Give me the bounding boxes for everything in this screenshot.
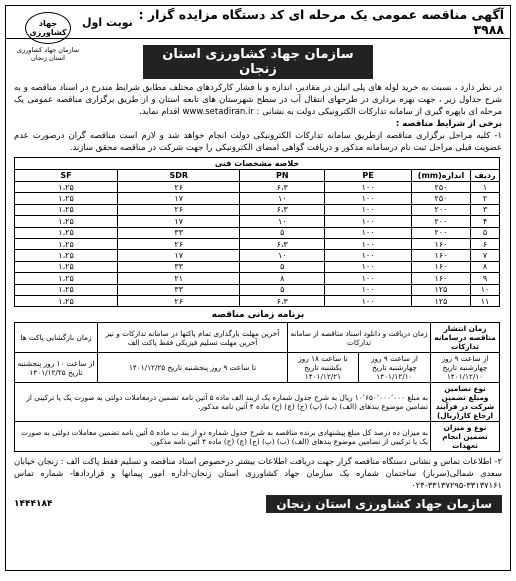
spec-table-cell: ۱۰: [471, 284, 500, 295]
spec-col-header: PE: [325, 170, 412, 182]
performance-bond-text: به میزان ده درصد کل مبلغ پیشنهادی برنده مناقصه به شرح جدول شماره دو از بند ب ماده ۵ آئین نامه تضمین معاملات دولتی به صورت یک یا ترکیبی از تضامین موضوع بندهای (الف) (ب) (پ) (ج) (چ) (ح) ماده ۴ آئین نامه مذکور.: [15, 422, 431, 452]
spec-table-cell: ۱،۲۵: [15, 216, 118, 227]
spec-table-row: [15, 182, 500, 193]
spec-table-row: [15, 261, 500, 272]
spec-table-cell: ۶،۳: [240, 238, 325, 249]
spec-table-cell: ۱۷: [118, 250, 240, 261]
spec-col-header: SDR: [118, 170, 240, 182]
schedule-value: از ساعت ۱۰ روز پنجشنبه تاریخ ۱۴۰۱/۱۲/۲۵: [15, 353, 98, 383]
spec-table-cell: ۱: [471, 182, 500, 193]
performance-bond-label: نوع و میزان تضمین انجام تعهدات: [431, 422, 500, 452]
spec-table-cell: ۳۳: [118, 284, 240, 295]
spec-table-cell: ۱۰۰: [325, 193, 412, 204]
guarantee-text: به مبلغ ۱۰٬۶۵۰٬۰۰۰٬۰۰۰ ریال به شرح جدول شماره یک ازبند الف ماده ۵ آئین نامه تضمین درمعاملات دولتی به صورت یک یا ترکیبی از تضامین موضوع بندهای (الف) (ب) (پ) (ج) (چ) (ح) ماده ۴ آئین نامه مذکور.: [15, 383, 431, 422]
spec-table-cell: ۵: [471, 227, 500, 238]
schedule-header: آخرین مهلت بارگذاری تمام پاکتها در سامانه تدارکات و نیز آخرین مهلت تسلیم فیزیکی فقط پاکت الف: [98, 323, 288, 353]
technical-spec-table: [14, 157, 500, 307]
spec-table-cell: ۱۰۰: [325, 295, 412, 306]
spec-col-header: ردیف: [471, 170, 500, 182]
spec-table-cell: ۵: [240, 261, 325, 272]
spec-header-row: [15, 170, 500, 182]
spec-table-cell: ۱۶۰: [412, 261, 471, 272]
schedule-header-row: [15, 323, 500, 353]
spec-table-row: [15, 204, 500, 215]
spec-table-cell: ۸: [471, 261, 500, 272]
spec-table-cell: ۱۲۵: [412, 295, 471, 306]
spec-table-cell: ۳: [471, 204, 500, 215]
schedule-header: زمان انتشار مناقصه درسامانه تدارکات: [431, 323, 500, 353]
schedule-value: از ساعت ۹ روز چهارشنبه تاریخ ۱۴۰۱/۱۲/۱۰: [358, 353, 430, 383]
conditions-heading: برخی از شرایط مناقصه :: [395, 119, 502, 129]
condition-2: ۲- اطلاعات تماس و نشانی دستگاه مناقصه گزار جهت دریافت اطلاعات بیشتر درخصوص اسناد مناقصه و تسلیم فقط پاکت الف : زنجان خیابان سعدی شمالی(سرباز) ساختمان شماره یک سازمان جهاد کشاورزی استان زنجان-اداره امور پیمانها و قراردادها- شماره تماس ۳۳۱۳۷۱۶۱-۳۳۱۳۷۲۹۵-۰۲۴: [14, 456, 502, 491]
spec-table-cell: ۱۰: [240, 216, 325, 227]
spec-table-caption: خلاصه مشخصات فنی: [15, 158, 500, 170]
spec-table-cell: ۱،۲۵: [15, 227, 118, 238]
spec-table-cell: ۱،۲۵: [15, 238, 118, 249]
spec-table-cell: ۶،۳: [240, 204, 325, 215]
spec-table-cell: ۲۰۰: [412, 216, 471, 227]
spec-table-cell: ۳۳: [118, 261, 240, 272]
spec-table-cell: ۵: [240, 227, 325, 238]
spec-table-cell: ۱۷: [118, 216, 240, 227]
notice-title: آگهی مناقصه عمومی یک مرحله ای کد دستگاه مزایده گزار : ۳۹۸۸: [138, 7, 504, 37]
spec-table-cell: ۲۵۰: [412, 182, 471, 193]
spec-table-body: [15, 182, 500, 307]
spec-table-cell: ۸: [240, 273, 325, 284]
spec-table-cell: ۱۰: [240, 193, 325, 204]
spec-table-row: [15, 238, 500, 249]
spec-table-cell: ۲: [471, 193, 500, 204]
spec-table-cell: ۱۶۰: [412, 250, 471, 261]
spec-table-cell: ۱،۲۵: [15, 284, 118, 295]
spec-table-cell: ۲۶: [118, 182, 240, 193]
spec-table-cell: ۴: [471, 216, 500, 227]
schedule-value: تا ساعت ۹ روز پنجشنبه تاریخ ۱۴۰۱/۱۲/۲۵: [98, 353, 288, 383]
guarantee-row: [15, 383, 500, 422]
spec-table-cell: ۱۲۵: [412, 284, 471, 295]
spec-table-cell: ۵: [240, 284, 325, 295]
spec-table-cell: ۲۶: [118, 238, 240, 249]
spec-table-cell: ۱،۲۵: [15, 250, 118, 261]
spec-table-cell: ۱۰۰: [325, 227, 412, 238]
condition-1: ۱- کلیه مراحل برگزاری مناقصه ازطریق سامانه تدارکات الکترونیکی دولت انجام خواهد شد و لازم است مناقصه گران درصورت عدم عضویت قبلی مراحل ثبت نام درسامانه مذکور و دریافت گواهی امضای الکترونیکی را جهت شرکت در مناقصه محقق سازند.: [14, 131, 502, 153]
spec-col-header: PN: [240, 170, 325, 182]
spec-table-cell: ۲۶: [118, 295, 240, 306]
spec-table-cell: ۱،۲۵: [15, 295, 118, 306]
spec-table-row: [15, 227, 500, 238]
schedule-table: [14, 322, 500, 452]
schedule-value: تا ساعت ۱۸ روز یکشنبه تاریخ ۱۴۰۱/۱۲/۲۱: [288, 353, 359, 383]
spec-table-cell: ۱۷: [118, 193, 240, 204]
spec-table-cell: ۱۰۰: [325, 204, 412, 215]
spec-table-cell: ۱،۲۵: [15, 273, 118, 284]
spec-table-cell: ۳۳: [118, 227, 240, 238]
logo-seal-icon: جهاد کشاورزی: [25, 12, 71, 44]
spec-table-cell: ۲۰۰: [412, 204, 471, 215]
spec-table-cell: ۱۰۰: [325, 182, 412, 193]
spec-table-cell: ۱۰۰: [325, 250, 412, 261]
spec-table-cell: ۹: [471, 273, 500, 284]
spec-table-cell: ۱۰۰: [325, 273, 412, 284]
spec-table-cell: ۱،۲۵: [15, 182, 118, 193]
guarantee-label: نوع تضامین ومبلغ تضمین شرکت در فرآیند ارجاع کار(ریال): [431, 383, 500, 422]
spec-table-row: [15, 193, 500, 204]
spec-table-row: [15, 250, 500, 261]
spec-table-cell: ۱۰۰: [325, 216, 412, 227]
spec-table-cell: ۱۰۰: [325, 284, 412, 295]
spec-col-header: SF: [15, 170, 118, 182]
schedule-value-row: [15, 353, 500, 383]
organization-banner: سازمان جهاد کشاورزی استان زنجان: [143, 45, 373, 79]
spec-table-cell: ۱۱: [471, 295, 500, 306]
organization-logo: [12, 12, 84, 62]
spec-table-cell: ۱۰۰: [325, 261, 412, 272]
spec-table-cell: ۱۶۰: [412, 273, 471, 284]
spec-table-cell: ۱،۲۵: [15, 204, 118, 215]
logo-caption: سازمان جهاد کشاورزی استان زنجان: [16, 46, 80, 62]
spec-table-row: [15, 273, 500, 284]
spec-table-cell: ۲۶: [118, 204, 240, 215]
spec-table-cell: ۶،۳: [240, 295, 325, 306]
performance-bond-row: [15, 422, 500, 452]
schedule-header: زمان دریافت و دانلود اسناد مناقصه از سامانه تدارکات: [288, 323, 431, 353]
intro-paragraph: در نظر دارد ، نسبت به خرید لوله های پلی اتیلن در مقادیر، اندازه و با فشار کارکردهای مختلف مطابق شرایط مندرج در اسناد مناقصه و به شرح جداول زیر ، جهت بهره برداری در طرحهای انتقال آب در سطح شهرستان های تابعه استان و از طریق برگزاری مناقصه عمومی یک مرحله ای باپهره گیری از سامانه تدارکات الکترونیکی دولت به نشانی : www.setadiran.ir اقدام نماید.: [14, 83, 502, 117]
spec-table-row: [15, 284, 500, 295]
schedule-title: برنامه زمانی مناقصه: [211, 310, 305, 321]
footer-organization: سازمان جهاد کشاورزی استان زنجان: [266, 495, 502, 513]
spec-table-cell: ۶،۳: [240, 182, 325, 193]
spec-table-row: [15, 295, 500, 306]
publication-turn: نوبت اول: [82, 15, 133, 29]
spec-table-cell: ۶: [471, 238, 500, 249]
spec-table-cell: ۲۱: [118, 273, 240, 284]
tender-notice: [5, 5, 511, 571]
notice-footer: [14, 495, 502, 513]
spec-table-cell: ۱،۲۵: [15, 261, 118, 272]
spec-table-row: [15, 216, 500, 227]
spec-table-cell: ۱،۲۵: [15, 193, 118, 204]
spec-table-cell: ۱۰: [240, 250, 325, 261]
spec-table-cell: ۱۰۰: [325, 238, 412, 249]
schedule-header: زمان بازگشایی پاکت ها: [15, 323, 98, 353]
spec-table-cell: ۲۵۰: [412, 193, 471, 204]
spec-table-cell: ۷: [471, 250, 500, 261]
spec-table-cell: ۲۰۰: [412, 227, 471, 238]
spec-table-cell: ۱۶۰: [412, 238, 471, 249]
schedule-value: از ساعت ۹ روز چهارشنبه تاریخ ۱۴۰۱/۱۲/۱۰: [431, 353, 500, 383]
notice-code: ۱۴۴۴۱۸۴: [14, 499, 53, 510]
spec-col-header: اندازه(mm): [412, 170, 471, 182]
